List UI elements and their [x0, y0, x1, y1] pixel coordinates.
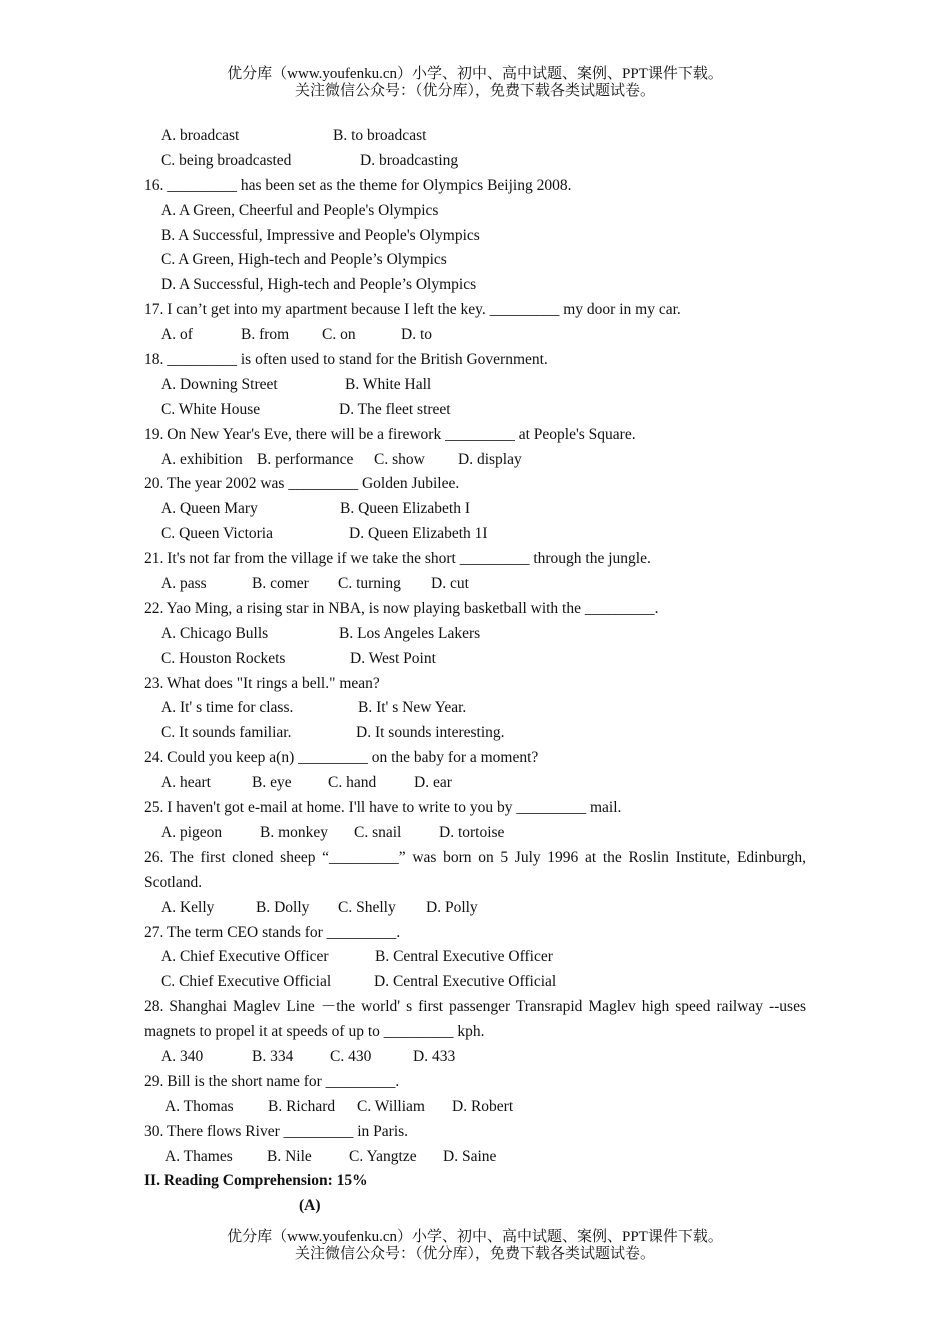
- q24-option-a: A. heart: [161, 774, 211, 792]
- q24-option-b: B. eye: [252, 774, 292, 792]
- q26-option-d: D. Polly: [426, 898, 478, 916]
- q15-options-row-2: [144, 149, 806, 174]
- q25-option-b: B. monkey: [260, 823, 329, 841]
- q22-stem: 22. Yao Ming, a rising star in NBA, is now playing basketball with the _________.: [144, 599, 659, 617]
- q22-option-b: B. Los Angeles Lakers: [339, 624, 481, 642]
- q29-option-c: C. William: [357, 1097, 425, 1115]
- q27-option-c: C. Chief Executive Official: [161, 973, 332, 991]
- q29-stem: 29. Bill is the short name for _________.: [144, 1072, 400, 1090]
- q25-stem: 25. I haven't got e-mail at home. I'll have to write to you by _________ mail.: [144, 799, 622, 817]
- q24-stem: 24. Could you keep a(n) _________ on the baby for a moment?: [144, 749, 539, 767]
- q24-option-d: D. ear: [414, 774, 452, 792]
- q16-option-b: [144, 224, 806, 249]
- q18-option-a: A. Downing Street: [161, 375, 278, 393]
- q26-option-a: A. Kelly: [161, 898, 215, 916]
- q29-option-d: D. Robert: [452, 1097, 514, 1115]
- q22-option-a: A. Chicago Bulls: [161, 624, 269, 642]
- q30-stem: 30. There flows River _________ in Paris.: [144, 1122, 409, 1140]
- q23-stem: 23. What does "It rings a bell." mean?: [144, 674, 380, 692]
- q16-option-d: [144, 273, 806, 298]
- q18-option-b: B. White Hall: [345, 375, 432, 393]
- q20-option-d: D. Queen Elizabeth 1I: [349, 525, 488, 543]
- q30-options: [144, 1145, 806, 1170]
- q20-options-row-2: [144, 522, 806, 547]
- q28-stem: 28. Shanghai Maglev Line －the world' s first passenger Transrapid Maglev high speed railway --uses magnets to propel it at speeds of up to _________ kph.: [144, 998, 806, 1041]
- q18-options-row-1: [144, 373, 806, 398]
- q16-option-c: [144, 248, 806, 273]
- q25-option-c: C. snail: [354, 823, 402, 841]
- q29-options: [144, 1095, 806, 1120]
- q20-option-a: A. Queen Mary: [161, 500, 258, 518]
- q30-option-a: A. Thames: [165, 1147, 233, 1165]
- q22-option-d: D. West Point: [350, 649, 436, 667]
- q27-options-row-2: [144, 970, 806, 995]
- q19-option-c: C. show: [374, 450, 425, 468]
- passage-label: (A): [299, 1197, 321, 1215]
- header-line-2: 关注微信公众号：（优分库），免费下载各类试题试卷。: [294, 83, 655, 99]
- q18-option-c: C. White House: [161, 400, 261, 418]
- q15-option-c: C. being broadcasted: [161, 151, 292, 169]
- footer-line-2: 关注微信公众号：（优分库），免费下载各类试题试卷。: [294, 1246, 655, 1262]
- q25-option-d: D. tortoise: [439, 823, 505, 841]
- q28-option-c: C. 430: [330, 1048, 372, 1066]
- footer-line-1: 优分库（www.youfenku.cn）小学、初中、高中试题、案例、PPT课件下载。: [227, 1229, 723, 1245]
- q16-stem: 16. _________ has been set as the theme for Olympics Beijing 2008.: [144, 176, 572, 194]
- q18-option-d: D. The fleet street: [339, 400, 451, 418]
- q19-options: [144, 448, 806, 473]
- q29-option-a: A. Thomas: [165, 1097, 234, 1115]
- q16-option-a: [144, 199, 806, 224]
- q17-option-c: C. on: [322, 326, 356, 344]
- q23-option-c: C. It sounds familiar.: [161, 724, 292, 742]
- q20-stem: 20. The year 2002 was _________ Golden Jubilee.: [144, 475, 460, 493]
- q27-option-a: A. Chief Executive Officer: [161, 948, 329, 966]
- q30-option-b: B. Nile: [267, 1147, 312, 1165]
- q16-option-d-text: D. A Successful, High-tech and People’s Olympics: [161, 276, 477, 294]
- q26-option-b: B. Dolly: [256, 898, 310, 916]
- q19-option-a: A. exhibition: [161, 450, 243, 468]
- q29-option-b: B. Richard: [268, 1097, 336, 1115]
- q23-options-row-2: [144, 721, 806, 746]
- q28-option-a: A. 340: [161, 1048, 204, 1066]
- q16-option-b-text: B. A Successful, Impressive and People's Olympics: [161, 226, 480, 244]
- q21-stem: 21. It's not far from the village if we take the short _________ through the jungle.: [144, 550, 651, 568]
- q15-option-d: D. broadcasting: [360, 151, 459, 169]
- q20-options-row-1: [144, 497, 806, 522]
- q23-option-a: A. It' s time for class.: [161, 699, 294, 717]
- q19-stem: 19. On New Year's Eve, there will be a firework _________ at People's Square.: [144, 425, 636, 443]
- q17-option-b: B. from: [241, 326, 290, 344]
- q27-option-d: D. Central Executive Official: [374, 973, 557, 991]
- q21-option-c: C. turning: [338, 575, 401, 593]
- q20-option-c: C. Queen Victoria: [161, 525, 273, 543]
- q15-option-b: B. to broadcast: [333, 127, 427, 144]
- q30-option-c: C. Yangtze: [349, 1147, 417, 1165]
- q18-options-row-2: [144, 398, 806, 423]
- q18-stem: 18. _________ is often used to stand for the British Government.: [144, 351, 548, 369]
- q17-stem: 17. I can’t get into my apartment because I left the key. _________ my door in my car.: [144, 301, 681, 319]
- q19-option-b: B. performance: [257, 450, 354, 468]
- q20-option-b: B. Queen Elizabeth I: [340, 500, 470, 518]
- q17-options: [144, 323, 806, 348]
- q24-option-c: C. hand: [328, 774, 377, 792]
- page-footer: [0, 1229, 950, 1263]
- q30-option-d: D. Saine: [443, 1147, 497, 1165]
- section-heading: II. Reading Comprehension: 15%: [144, 1172, 368, 1190]
- q21-option-a: A. pass: [161, 575, 207, 593]
- q22-options-row-1: [144, 622, 806, 647]
- page-header: [0, 66, 950, 100]
- q15-option-a: A. broadcast: [161, 127, 240, 144]
- q24-options: [144, 771, 806, 796]
- q17-option-a: A. of: [161, 326, 193, 344]
- q22-options-row-2: [144, 647, 806, 672]
- q26-stem: 26. The first cloned sheep “_________” was born on 5 July 1996 at the Roslin Institute, Edinburgh, Scotland.: [144, 848, 806, 891]
- q23-option-b: B. It' s New Year.: [358, 699, 467, 717]
- q16-option-c-text: C. A Green, High-tech and People’s Olympics: [161, 251, 447, 269]
- header-line-1: 优分库（www.youfenku.cn）小学、初中、高中试题、案例、PPT课件下载。: [227, 66, 723, 82]
- q25-option-a: A. pigeon: [161, 823, 223, 841]
- q21-option-b: B. comer: [252, 575, 309, 593]
- q23-option-d: D. It sounds interesting.: [356, 724, 505, 742]
- question-list: [144, 124, 806, 1219]
- q28-options: [144, 1045, 806, 1070]
- q22-option-c: C. Houston Rockets: [161, 649, 286, 667]
- q16-option-a-text: A. A Green, Cheerful and People's Olympics: [161, 201, 439, 219]
- q28-option-d: D. 433: [413, 1048, 456, 1066]
- q21-options: [144, 572, 806, 597]
- q26-options: [144, 896, 806, 921]
- q17-option-d: D. to: [401, 326, 432, 344]
- q15-options-row-1: [144, 124, 806, 149]
- q27-stem: 27. The term CEO stands for _________.: [144, 923, 401, 941]
- q23-options-row-1: [144, 696, 806, 721]
- q28-option-b: B. 334: [252, 1048, 294, 1066]
- q25-options: [144, 821, 806, 846]
- q26-option-c: C. Shelly: [338, 898, 396, 916]
- q27-options-row-1: [144, 945, 806, 970]
- q21-option-d: D. cut: [431, 575, 469, 593]
- q27-option-b: B. Central Executive Officer: [375, 948, 553, 966]
- q19-option-d: D. display: [458, 450, 522, 468]
